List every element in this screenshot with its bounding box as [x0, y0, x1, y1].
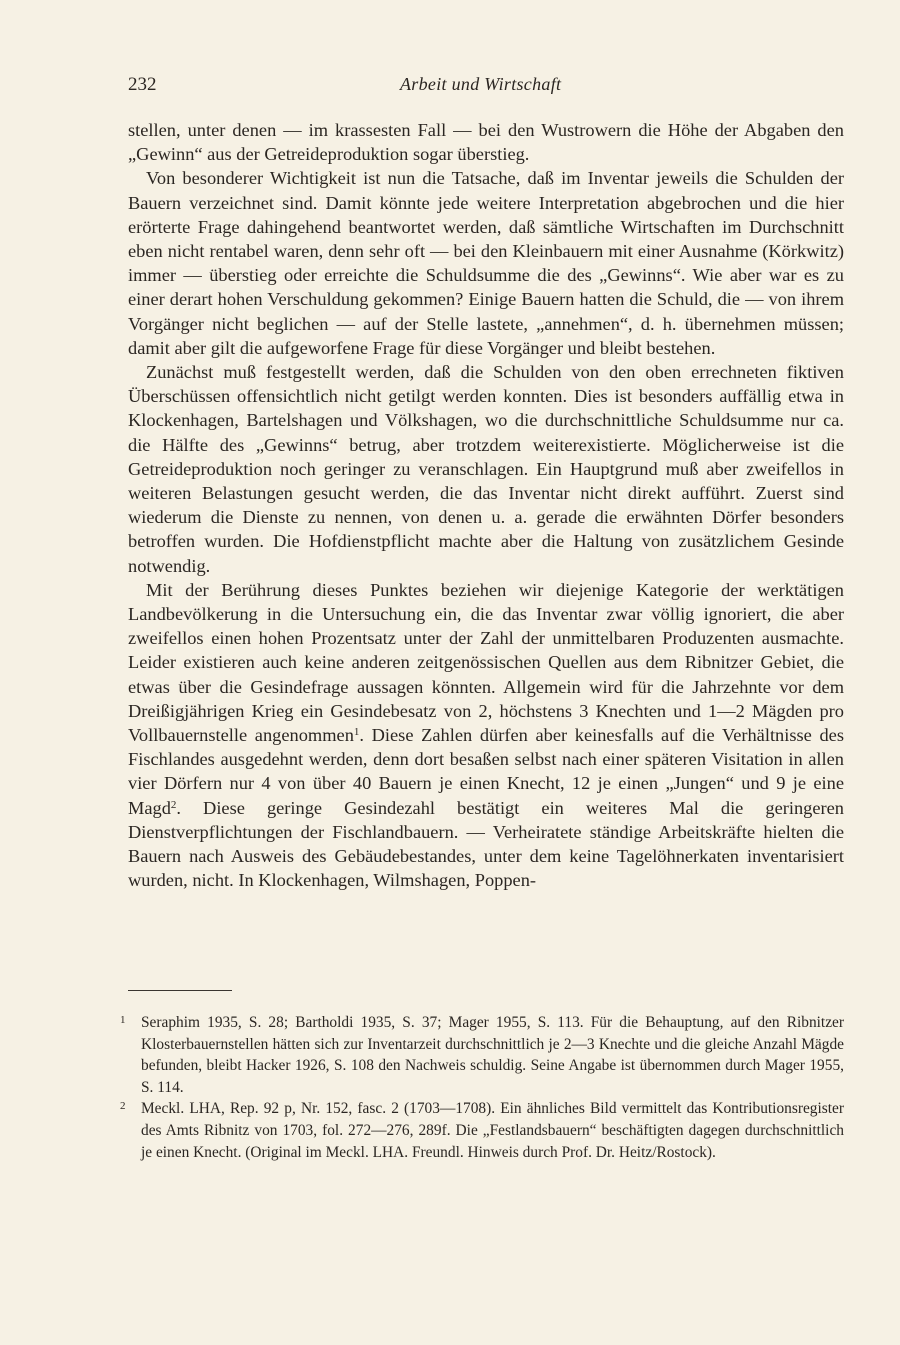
footnotes — [120, 1012, 844, 1163]
paragraph-4-part-b: . Diese Zahlen dürfen aber keinesfalls auf die Verhältnisse des Fischlandes ausgedehnt werden, denn dort besaßen selbst nach einer späteren Visitation in allen vier Dörfern nur 4 von über 40 Bauern je einen Knecht, 12 je einen „Jungen“ und 9 je eine Magd — [128, 725, 844, 818]
footnote-reference-1: 1 — [353, 726, 360, 739]
footnote-1 — [120, 1012, 844, 1098]
paragraph-2: Von besonderer Wichtigkeit ist nun die Tatsache, daß im Inventar jeweils die Schulden der Bauern verzeichnet sind. Damit könnte jede weitere Interpretation abgebrochen und die hier erörterte Frage dahingehend beantwortet werden, daß sämtliche Wirtschaften im Durchschnitt eben nicht rentabel waren, denn sehr oft — bei den Kleinbauern mit einer Ausnahme (Körkwitz) immer — überstieg oder erreichte die Schuldsumme die des „Gewinns“. Wie aber war es zu einer derart hohen Verschuldung gekommen? Einige Bauern hatten die Schuld, die — von ihrem Vorgänger nicht beglichen — auf der Stelle lastete, „annehmen“, d. h. übernehmen müssen; damit aber gilt die aufgeworfene Frage für diese Vorgänger und bleibt bestehen. — [128, 168, 844, 358]
paragraph-4 — [128, 578, 844, 893]
footnote-mark: 2 — [120, 1100, 126, 1113]
page-number: 232 — [128, 74, 157, 95]
footnote-separator — [128, 990, 232, 991]
footnote-mark: 1 — [120, 1014, 126, 1026]
running-title: Arbeit und Wirtschaft — [400, 74, 562, 94]
page-header — [128, 74, 844, 104]
footnote-text: Seraphim 1935, S. 28; Bartholdi 1935, S. 37; Mager 1955, S. 113. Für die Behauptung, auf den Ribnitzer Klosterbauernstellen hätten sich zur Inventarzeit durchschnittlich je 2—3 Knechte und die gleiche Anzahl Mägde befunden, bleibt Hacker 1926, S. 108 den Nachweis schuldig. Seine Angabe ist übernommen durch Mager 1955, S. 114. — [141, 1014, 844, 1096]
paragraph-3: Zunächst muß festgestellt werden, daß die Schulden von den oben errechneten fiktiven Überschüssen offensichtlich nicht getilgt werden konnten. Dies ist besonders auffällig etwa in Klockenhagen, Bartelshagen und Völkshagen, wo die durchschnittliche Schuldsumme nur ca. die Hälfte des „Gewinns“ betrug, aber trotzdem weiterexistierte. Möglicherweise ist die Getreideproduktion noch geringer zu veranschlagen. Ein Hauptgrund muß aber zweifellos in weiteren Belastungen gesucht werden, die das Inventar nicht direkt aufführt. Zuerst sind wiederum die Dienste zu nennen, von denen u. a. gerade die erwähnten Dörfer besonders betroffen wurden. Die Hofdienstpflicht machte aber die Haltung von zusätzlichem Gesinde notwendig. — [128, 362, 844, 576]
paragraph-4-part-a: Mit der Berührung dieses Punktes beziehen wir diejenige Kategorie der werktätigen Landbevölkerung in die Untersuchung ein, die das Inventar zwar völlig ignoriert, die aber zweifellos einen hohen Prozentsatz unter der Zahl der unmittelbaren Produzenten ausmachte. Leider existieren auch keine anderen zeitgenössischen Quellen aus dem Ribnitzer Gebiet, die etwas über die Gesindefrage aussagen könnten. Allgemein wird für die Jahrzehnte vor dem Dreißigjährigen Krieg ein Gesindebesatz von 2, höchstens 3 Knechten und 1—2 Mägden pro Vollbauernstelle angenommen — [128, 579, 844, 746]
footnote-2 — [120, 1098, 844, 1163]
body-text — [128, 118, 844, 893]
paragraph-4-part-c: . Diese geringe Gesindezahl bestätigt ein weiteres Mal die geringeren Dienstverpflichtungen der Fischlandbauern. — Verheiratete ständige Arbeitskräfte hielten die Bauern nach Ausweis des Gebäudebestandes, unter dem keine Tagelöhnerkaten inventarisiert wurden, nicht. In Klockenhagen, Wilmshagen, Poppen- — [128, 797, 844, 891]
footnote-reference-2: 2 — [170, 798, 177, 811]
paragraph-1: stellen, unter denen — im krassesten Fall — bei den Wustrowern die Höhe der Abgaben den „Gewinn“ aus der Getreideproduktion sogar überstieg. — [128, 120, 844, 165]
footnote-text: Meckl. LHA, Rep. 92 p, Nr. 152, fasc. 2 (1703—1708). Ein ähnliches Bild vermittelt das Kontributionsregister des Amts Ribnitz von 1703, fol. 272—276, 289f. Die „Festlandsbauern“ beschäftigten dagegen durchschnittlich je einen Knecht. (Original im Meckl. LHA. Freundl. Hinweis durch Prof. Dr. Heitz/Rostock). — [141, 1100, 844, 1161]
